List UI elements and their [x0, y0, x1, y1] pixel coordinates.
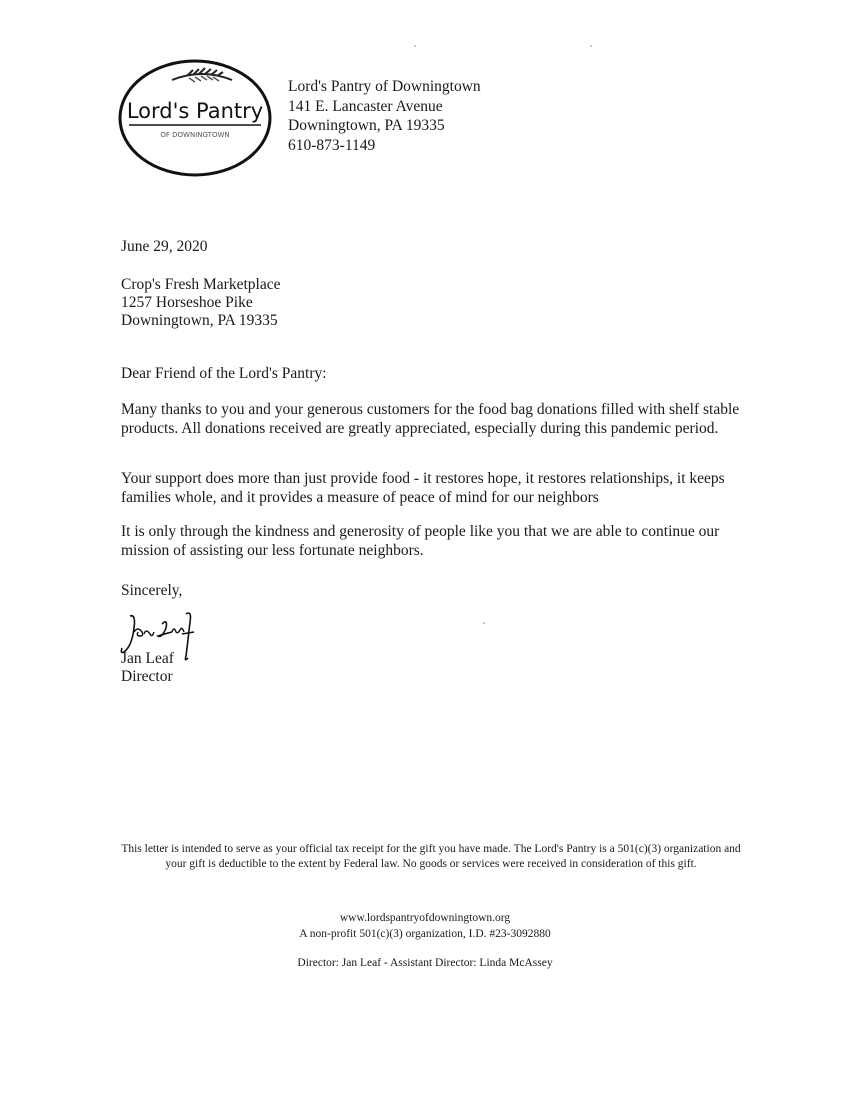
scan-speck: [483, 622, 485, 624]
logo-brand-text: Lord's Pantry: [126, 99, 264, 123]
nonprofit-id: A non-profit 501(c)(3) organization, I.D. #23-3092880: [299, 928, 551, 940]
organization-city: Downingtown, PA 19335: [288, 117, 445, 134]
signer-block: [121, 650, 174, 686]
letter-date: June 29, 2020: [121, 238, 208, 255]
scan-speck: [414, 45, 416, 47]
lords-pantry-logo: [117, 58, 273, 178]
recipient-block: [121, 276, 280, 330]
body-paragraph: Your support does more than just provide food - it restores hope, it restores relationships, it keeps families whole, and it provides a measure of peace of mind for our neighbors: [121, 470, 725, 506]
body-paragraph: Many thanks to you and your generous customers for the food bag donations filled with shelf stable products. All donations received are greatly appreciated, especially during this pandemic period.: [121, 401, 740, 437]
recipient-city: Downingtown, PA 19335: [121, 312, 278, 329]
website-link[interactable]: www.lordspantryofdowningtown.org: [339, 912, 511, 924]
logo-sub-text: OF DOWNINGTOWN: [160, 131, 230, 139]
closing: Sincerely,: [121, 582, 183, 599]
footer-contact: [0, 910, 850, 942]
organization-phone: 610-873-1149: [288, 136, 376, 154]
signer-name: Jan Leaf: [121, 650, 174, 667]
organization-header: [288, 77, 481, 155]
scan-speck: [590, 45, 592, 47]
signer-title: Director: [121, 668, 173, 685]
recipient-name: Crop's Fresh Marketplace: [121, 276, 281, 293]
salutation: Dear Friend of the Lord's Pantry:: [121, 365, 327, 382]
organization-address: 141 E. Lancaster Avenue: [288, 97, 443, 115]
organization-name: Lord's Pantry of Downingtown: [288, 78, 481, 95]
body-paragraph: It is only through the kindness and generosity of people like you that we are able to continue our mission of assisting our less fortunate neighbors.: [121, 523, 720, 559]
recipient-address: 1257 Horseshoe Pike: [121, 294, 253, 311]
tax-receipt-note: This letter is intended to serve as your official tax receipt for the gift you have made. The Lord's Pantry is a 501(c)(3) organization and your gift is deductible to the extent by Federal law. No goods or services were received in consideration of this gift.: [121, 843, 741, 870]
directors-line: Director: Jan Leaf - Assistant Director: Linda McAssey: [297, 957, 553, 969]
wheat-sheaf-icon: [172, 68, 232, 82]
